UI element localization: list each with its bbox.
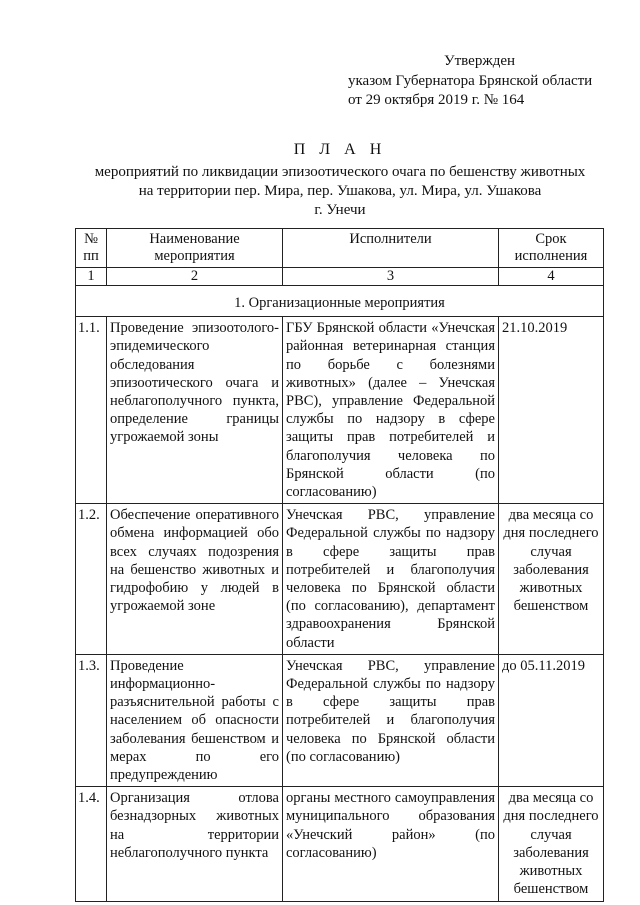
row-executors: органы местного самоуправления муниципального образования «Унечский район» (по согласованию) — [283, 787, 499, 901]
approval-line-decree: указом Губернатора Брянской области — [348, 72, 593, 89]
approval-line-approved: Утвержден — [444, 53, 516, 69]
row-deadline: до 05.11.2019 — [499, 654, 604, 786]
row-activity: Организация отлова безнадзорных животных на территории неблагополучного пункта — [107, 787, 283, 901]
table-row — [76, 504, 604, 655]
row-activity: Проведение информационно-разъяснительной работы с населением об опасности заболевания бешенством и мерах по его предупреждению — [107, 654, 283, 786]
header-deadline: Срок исполнения — [499, 229, 604, 268]
column-number: 1 — [76, 268, 107, 286]
title-line-2: на территории пер. Мира, пер. Ушакова, ул. Мира, ул. Ушакова — [138, 183, 542, 199]
column-number: 4 — [499, 268, 604, 286]
row-number: 1.4. — [76, 787, 107, 901]
header-executors: Исполнители — [283, 229, 499, 268]
column-number: 2 — [107, 268, 283, 286]
row-number: 1.2. — [76, 504, 107, 655]
row-deadline: два месяца со дня последнего случая заболевания животных бешенством — [499, 504, 604, 655]
row-number: 1.3. — [76, 654, 107, 786]
section-row — [76, 286, 604, 317]
row-number: 1.1. — [76, 317, 107, 504]
column-number: 3 — [283, 268, 499, 286]
row-executors: Унечская РВС, управление Федеральной службы по надзору в сфере защиты прав потребителей и благополучия человека по Брянской области (по согласованию), департамент здравоохранения Брянской области — [283, 504, 499, 655]
table-row — [76, 654, 604, 786]
header-name: Наименование мероприятия — [107, 229, 283, 268]
title-line-3: г. Унечи — [314, 202, 366, 218]
row-deadline: два месяца со дня последнего случая заболевания животных бешенством — [499, 787, 604, 901]
column-number-row — [76, 268, 604, 286]
approval-block — [348, 52, 592, 111]
title-line-1: мероприятий по ликвидации эпизоотического очага по бешенству животных — [94, 164, 586, 180]
title-heading: П Л А Н — [293, 141, 387, 158]
row-deadline: 21.10.2019 — [499, 317, 604, 504]
table-row — [76, 317, 604, 504]
plan-table — [75, 228, 604, 902]
row-activity: Проведение эпизоотолого-эпидемического обследования эпизоотического очага и неблагополучного пункта, определение границы угрожаемой зоны — [107, 317, 283, 504]
table-row — [76, 787, 604, 901]
document-title — [0, 140, 640, 220]
row-executors: Унечская РВС, управление Федеральной службы по надзору в сфере защиты прав потребителей и благополучия человека по Брянской области (по согласованию) — [283, 654, 499, 786]
table-header-row — [76, 229, 604, 268]
row-executors: ГБУ Брянской области «Унечская районная ветеринарная станция по борьбе с болезнями животных» (далее – Унечская РВС), управление Федеральной службы по надзору в сфере защиты прав потребителей и благополучия человека по Брянской области (по согласованию) — [283, 317, 499, 504]
section-title: 1. Организационные мероприятия — [76, 286, 604, 317]
row-activity: Обеспечение оперативного обмена информацией обо всех случаях подозрения на бешенство животных и гидрофобию у людей в угрожаемой зоне — [107, 504, 283, 655]
approval-line-date: от 29 октября 2019 г. № 164 — [348, 92, 525, 108]
header-num: № пп — [76, 229, 107, 268]
